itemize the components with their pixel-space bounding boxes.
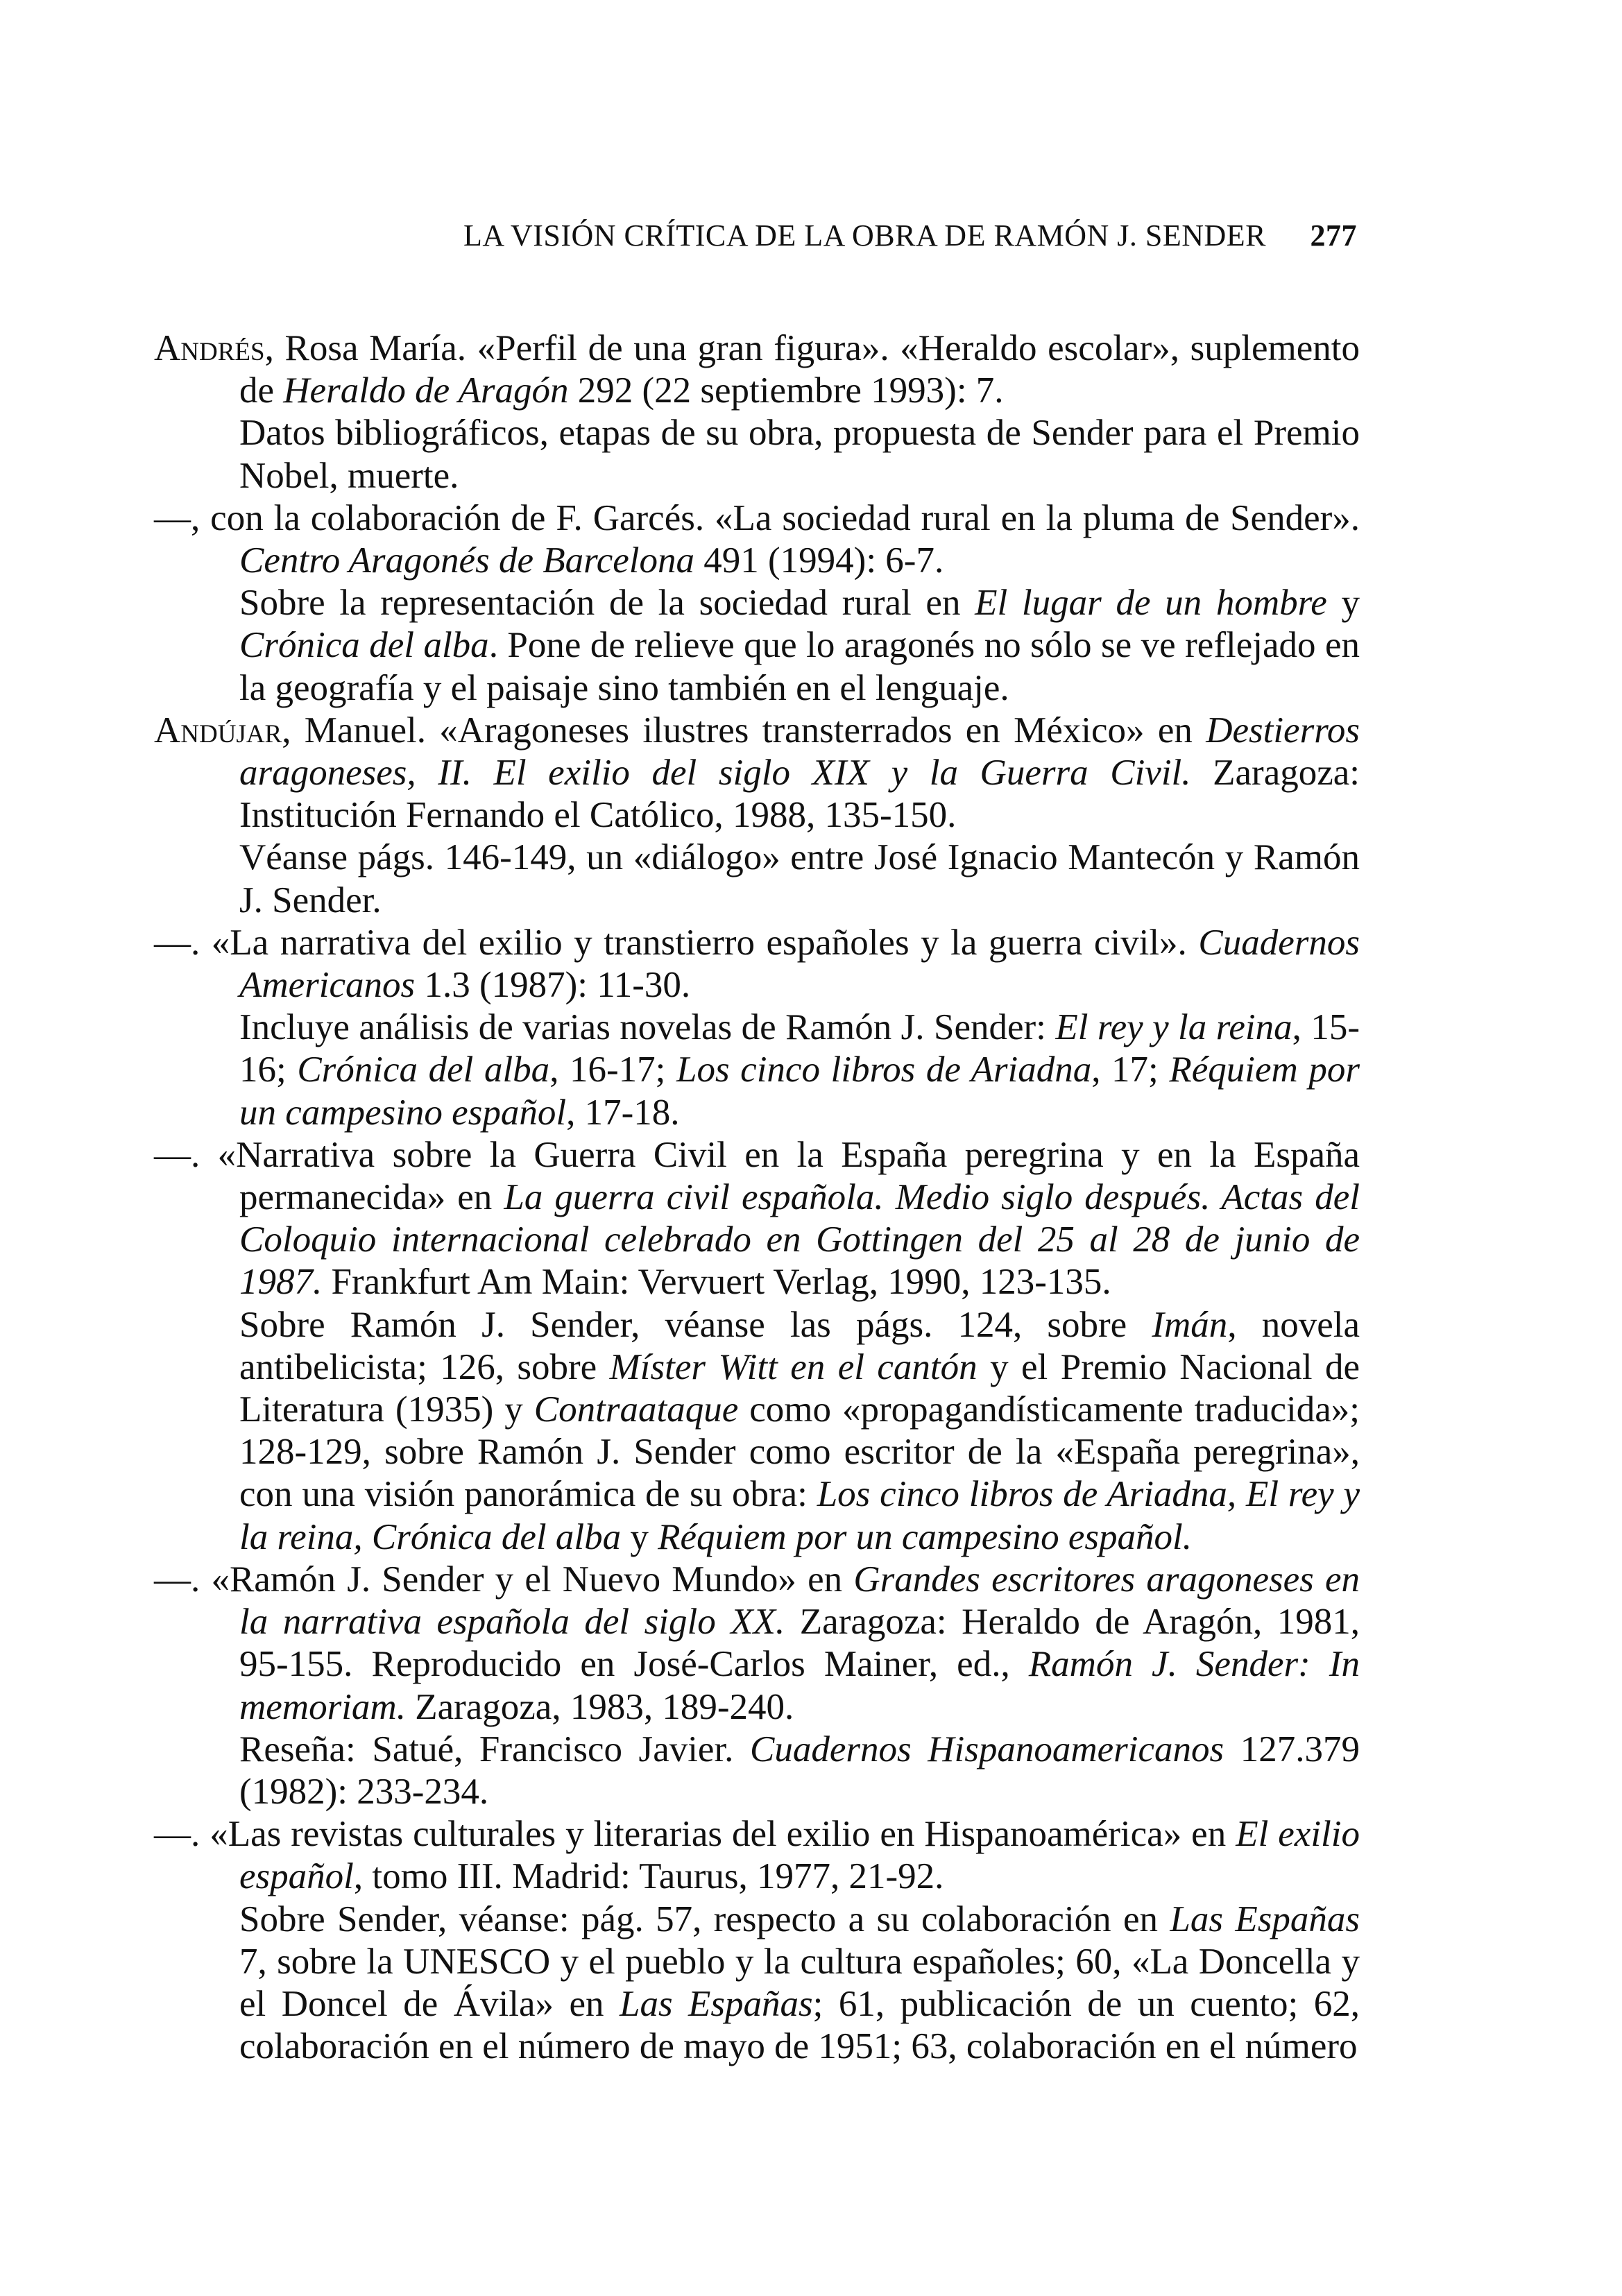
italic-title: Las Españas	[1170, 1899, 1360, 1939]
text-run: Zaragoza, 1983, 189-240.	[405, 1686, 794, 1727]
text-run: —. «Narrativa sobre la Guerra Civil en la España peregrina y en la España permanecida» en	[154, 1134, 1360, 1218]
annotation	[154, 1899, 1360, 2068]
citation	[154, 1813, 1360, 1898]
text-run: Incluye análisis de varias novelas de Ramón J. Sender:	[239, 1007, 1056, 1048]
text-run: , Rosa María. «Perfil de una gran figura». «Heraldo escolar», suplemento de	[239, 328, 1360, 411]
italic-title: Míster Witt en el cantón	[609, 1346, 978, 1387]
text-run: Reseña: Satué, Francisco Javier.	[239, 1729, 751, 1770]
italic-title: Grandes escritores aragoneses en la narrativa española del siglo XX.	[239, 1559, 1360, 1643]
text-run: —. «Ramón J. Sender y el Nuevo Mundo» en	[154, 1559, 854, 1600]
bibliography-entry	[154, 922, 1360, 1134]
italic-title: Contraataque	[533, 1389, 739, 1430]
italic-title: Las Españas	[619, 1983, 813, 2024]
italic-title: Crónica del alba	[239, 625, 489, 666]
annotation	[154, 837, 1360, 921]
text-run: —, con la colaboración de F. Garcés. «La sociedad rural en la pluma de Sender».	[154, 497, 1360, 538]
italic-title: La guerra civil española. Medio siglo después. Actas del Coloquio internacional celebrado en Gottingen del 25 al 28 de junio de 1987.	[239, 1177, 1360, 1303]
text-run: 491 (1994): 6-7.	[694, 540, 944, 581]
annotation	[154, 1006, 1360, 1134]
italic-title: Réquiem por un campesino español	[239, 1050, 1360, 1133]
italic-title: Cuadernos Americanos	[239, 922, 1360, 1006]
italic-title: El exilio español	[239, 1814, 1360, 1897]
citation	[154, 1134, 1360, 1304]
text-run: —. «Las revistas culturales y literarias del exilio en Hispanoamérica» en	[154, 1814, 1236, 1855]
italic-title: Cuadernos Hispanoamericanos	[750, 1729, 1224, 1770]
text-run: Zaragoza: Institución Fernando el Católico, 1988, 135-150.	[239, 753, 1360, 836]
citation	[154, 497, 1360, 582]
annotation	[154, 412, 1360, 497]
annotation	[154, 1304, 1360, 1559]
citation	[154, 1559, 1360, 1729]
italic-title: Centro Aragonés de Barcelona	[239, 540, 695, 581]
italic-title: Ramón J. Sender: In memoriam.	[239, 1644, 1360, 1727]
italic-title: Los cinco libros de Ariadna, El rey y la reina, Crónica del alba	[239, 1474, 1360, 1557]
text-run: Sobre Ramón J. Sender, véanse las págs. 124, sobre	[239, 1304, 1152, 1345]
text-run: Zaragoza: Heraldo de Aragón, 1981, 95-155. Reproducido en José-Carlos Mainer, ed.,	[239, 1602, 1360, 1685]
italic-title: Los cinco libros de Ariadna	[676, 1050, 1092, 1090]
text-run: Datos bibliográficos, etapas de su obra, propuesta de Sender para el Premio Nobel, muerte.	[239, 413, 1360, 496]
bibliography-entry	[154, 1813, 1360, 2068]
citation	[154, 327, 1360, 412]
text-run: Véanse págs. 146-149, un «diálogo» entre José Ignacio Mantecón y Ramón J. Sender.	[239, 837, 1360, 920]
text-run: y	[1326, 583, 1360, 624]
bibliography-entry	[154, 497, 1360, 710]
bibliography-entry	[154, 710, 1360, 922]
text-run: Sobre Sender, véanse: pág. 57, respecto a su colaboración en	[239, 1899, 1170, 1939]
annotation	[154, 1729, 1360, 1813]
text-run: Sobre la representación de la sociedad rural en	[239, 583, 975, 624]
page-number: 277	[1310, 219, 1357, 252]
text-run: . Pone de relieve que lo aragonés no sólo se ve reflejado en la geografía y el paisaje sino también en el lenguaje.	[239, 625, 1360, 708]
author-surname: Andújar	[154, 710, 282, 751]
author-surname: Andrés	[154, 328, 265, 368]
text-run: ; 61, publicación de un cuento; 62, colaboración en el número de mayo de 1951; 63, colaboración en el número	[239, 1983, 1360, 2067]
text-run: 1.3 (1987): 11-30.	[415, 965, 691, 1006]
text-run: , 17;	[1091, 1050, 1170, 1090]
italic-title: Imán	[1152, 1304, 1228, 1345]
citation	[154, 710, 1360, 837]
italic-title: Crónica del alba	[297, 1050, 550, 1090]
citation	[154, 922, 1360, 1006]
text-run: , Manuel. «Aragoneses ilustres transterrados en México» en	[282, 710, 1206, 751]
text-run: , 17-18.	[566, 1092, 680, 1133]
italic-title: El rey y la reina	[1055, 1007, 1292, 1048]
text-run: , 15-16;	[239, 1007, 1360, 1090]
annotation	[154, 582, 1360, 710]
text-run: Frankfurt Am Main: Vervuert Verlag, 1990, 123-135.	[322, 1262, 1111, 1303]
text-run: 292 (22 septiembre 1993): 7.	[568, 370, 1004, 411]
bibliography-entry	[154, 327, 1360, 497]
text-run: como «propagandísticamente traducida»; 128-129, sobre Ramón J. Sender como escritor de la «España peregrina», con una visión panorámica de su obra:	[239, 1389, 1360, 1515]
text-run: , 16-17;	[549, 1050, 676, 1090]
italic-title: Destierros aragoneses, II. El exilio del siglo XIX y la Guerra Civil.	[239, 710, 1360, 794]
running-title: LA VISIÓN CRÍTICA DE LA OBRA DE RAMÓN J. SENDER	[463, 219, 1266, 252]
text-run: —. «La narrativa del exilio y transtierro españoles y la guerra civil».	[154, 922, 1199, 963]
italic-title: Réquiem por un campesino español.	[658, 1516, 1192, 1557]
text-run: , tomo III. Madrid: Taurus, 1977, 21-92.	[353, 1856, 944, 1897]
bibliography-list	[154, 327, 1360, 2068]
bibliography-entry	[154, 1134, 1360, 1559]
italic-title: El lugar de un hombre	[975, 583, 1327, 624]
text-run: 7, sobre la UNESCO y el pueblo y la cultura españoles; 60, «La Doncella y el Doncel de Ávila» en	[239, 1941, 1360, 2024]
bibliography-entry	[154, 1559, 1360, 1813]
running-header	[463, 216, 1357, 255]
text-run: 127.379 (1982): 233-234.	[239, 1729, 1360, 1812]
text-run: , novela antibelicista; 126, sobre	[239, 1304, 1360, 1387]
text-run: y el Premio Nacional de Literatura (1935) y	[239, 1346, 1360, 1430]
italic-title: Heraldo de Aragón	[283, 370, 569, 411]
text-run: y	[621, 1516, 658, 1557]
